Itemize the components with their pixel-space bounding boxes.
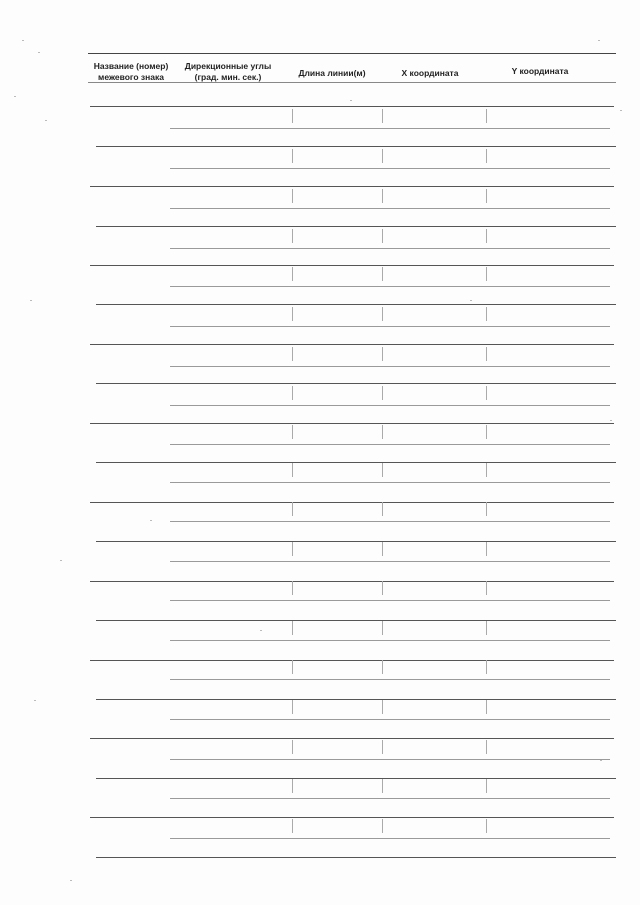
scan-speck: [470, 300, 472, 301]
scan-speck: [34, 700, 36, 701]
header-angle: Дирекционные углы (град. мин. сек.): [184, 61, 272, 82]
column-tick: [382, 700, 383, 714]
segment-separator: [170, 326, 610, 327]
column-tick: [292, 621, 293, 635]
column-tick: [382, 502, 383, 516]
scan-speck: [60, 560, 62, 561]
row-separator: [90, 186, 614, 187]
column-tick: [382, 779, 383, 793]
row-separator: [96, 226, 616, 227]
column-tick: [292, 502, 293, 516]
column-tick: [292, 307, 293, 321]
header-mark: Название (номер) межевого знака: [93, 61, 169, 82]
scan-speck: [45, 120, 47, 121]
column-tick: [382, 386, 383, 400]
segment-separator: [170, 208, 610, 209]
column-tick: [382, 307, 383, 321]
column-tick: [486, 819, 487, 833]
segment-separator: [170, 405, 610, 406]
row-separator: [96, 699, 616, 700]
segment-separator: [170, 521, 610, 522]
column-tick: [486, 621, 487, 635]
column-tick: [486, 425, 487, 439]
column-tick: [486, 502, 487, 516]
column-tick: [382, 425, 383, 439]
scan-speck: [350, 100, 352, 101]
column-tick: [382, 660, 383, 674]
column-tick: [486, 660, 487, 674]
segment-separator: [170, 719, 610, 720]
column-tick: [486, 149, 487, 163]
column-tick: [486, 700, 487, 714]
column-tick: [292, 229, 293, 243]
segment-separator: [170, 640, 610, 641]
column-tick: [292, 542, 293, 556]
column-tick: [382, 149, 383, 163]
column-tick: [486, 779, 487, 793]
segment-separator: [170, 679, 610, 680]
column-tick: [382, 189, 383, 203]
column-tick: [486, 189, 487, 203]
header-bottom-rule: [88, 82, 616, 83]
column-tick: [486, 740, 487, 754]
column-tick: [292, 425, 293, 439]
scan-speck: [70, 880, 72, 881]
header-length: Длина линии(м): [298, 68, 366, 78]
row-separator: [90, 738, 614, 739]
column-tick: [292, 819, 293, 833]
row-separator: [90, 423, 614, 424]
scan-speck: [260, 630, 262, 631]
column-tick: [292, 149, 293, 163]
column-tick: [382, 267, 383, 281]
table-top-rule: [88, 53, 616, 54]
column-tick: [292, 109, 293, 123]
column-tick: [486, 542, 487, 556]
column-tick: [486, 581, 487, 595]
segment-separator: [170, 366, 610, 367]
segment-separator: [170, 838, 610, 839]
column-tick: [486, 267, 487, 281]
scan-speck: [38, 52, 40, 53]
row-separator: [96, 304, 616, 305]
column-tick: [292, 347, 293, 361]
column-tick: [382, 229, 383, 243]
segment-separator: [170, 561, 610, 562]
column-tick: [292, 700, 293, 714]
row-separator: [90, 660, 614, 661]
column-tick: [382, 463, 383, 477]
column-tick: [292, 463, 293, 477]
scan-speck: [610, 420, 612, 421]
row-separator: [96, 620, 616, 621]
column-tick: [292, 386, 293, 400]
scan-speck: [598, 40, 600, 41]
row-separator: [90, 502, 614, 503]
segment-separator: [170, 600, 610, 601]
row-separator: [90, 581, 614, 582]
scan-speck: [30, 300, 32, 301]
column-tick: [382, 581, 383, 595]
header-x: X координата: [401, 68, 459, 78]
header-y: Y координата: [511, 66, 569, 76]
column-tick: [382, 740, 383, 754]
segment-separator: [170, 482, 610, 483]
row-separator: [96, 462, 616, 463]
column-tick: [382, 819, 383, 833]
column-tick: [382, 621, 383, 635]
column-tick: [292, 189, 293, 203]
scan-speck: [150, 520, 152, 521]
column-tick: [292, 267, 293, 281]
column-tick: [292, 740, 293, 754]
column-tick: [486, 307, 487, 321]
column-tick: [382, 542, 383, 556]
segment-separator: [170, 759, 610, 760]
scan-speck: [600, 760, 602, 761]
column-tick: [486, 386, 487, 400]
column-tick: [486, 463, 487, 477]
scan-speck: [620, 110, 622, 111]
column-tick: [292, 660, 293, 674]
column-tick: [486, 347, 487, 361]
row-separator: [96, 778, 616, 779]
segment-separator: [170, 286, 610, 287]
scan-speck: [14, 96, 16, 97]
row-separator: [96, 383, 616, 384]
column-tick: [382, 347, 383, 361]
column-tick: [292, 779, 293, 793]
row-separator: [90, 106, 614, 107]
column-tick: [486, 109, 487, 123]
row-separator: [96, 541, 616, 542]
column-tick: [486, 229, 487, 243]
row-separator: [90, 344, 614, 345]
segment-separator: [170, 444, 610, 445]
row-separator: [96, 857, 616, 858]
column-tick: [382, 109, 383, 123]
segment-separator: [170, 248, 610, 249]
segment-separator: [170, 168, 610, 169]
row-separator: [96, 146, 616, 147]
segment-separator: [170, 128, 610, 129]
row-separator: [90, 265, 614, 266]
column-tick: [292, 581, 293, 595]
segment-separator: [170, 798, 610, 799]
scan-speck: [22, 40, 24, 41]
row-separator: [90, 817, 614, 818]
